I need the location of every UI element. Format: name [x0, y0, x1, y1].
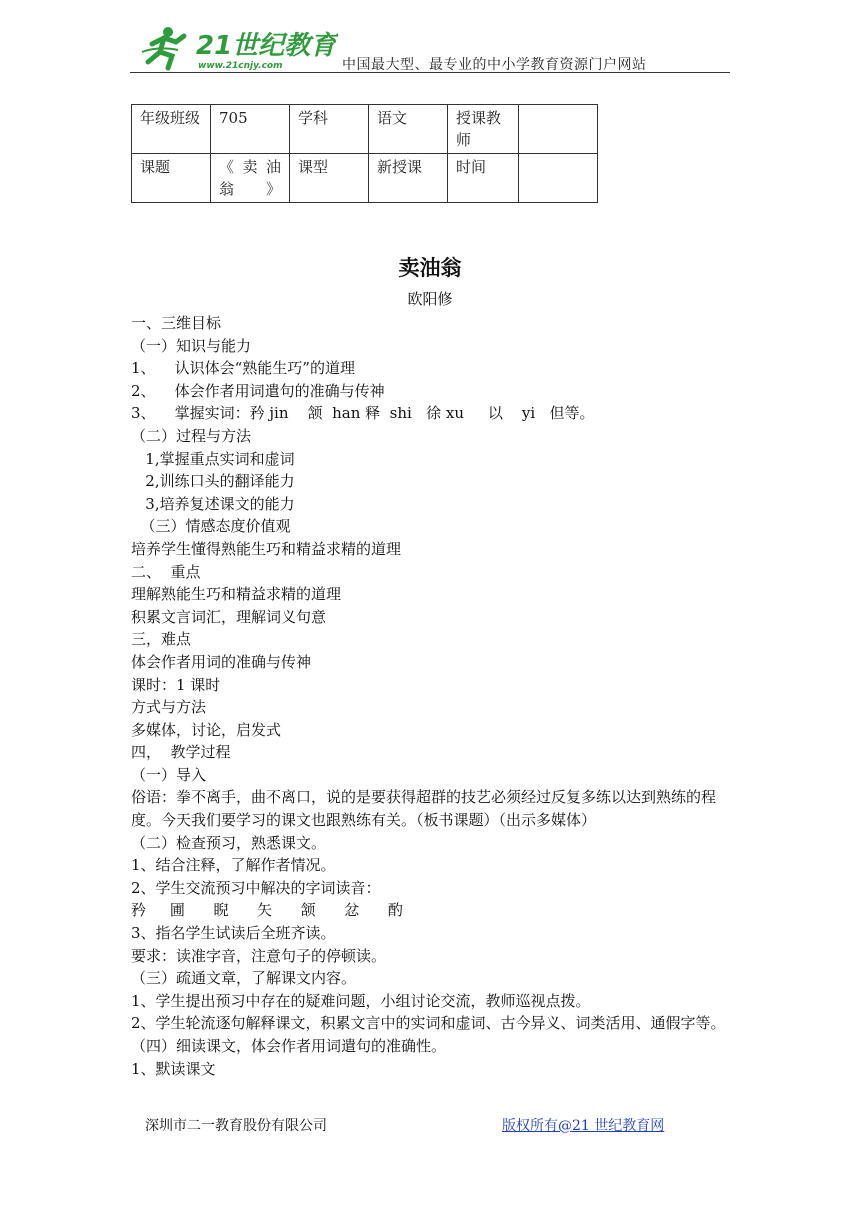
page-header: [130, 22, 730, 74]
list-item: 3,培养复述课文的能力: [131, 494, 295, 513]
list-item: 2、学生交流预习中解决的字词读音：: [131, 878, 381, 897]
list-item: 2、学生轮流逐句解释课文，积累文言中的实词和虚词、古今异义、词类活用、通假字等。: [131, 1014, 726, 1033]
table-row: [132, 105, 598, 154]
site-slogan: 中国最大型、最专业的中小学教育资源门户网站: [342, 57, 647, 73]
list-item: 3、指名学生试读后全班齐读。: [131, 924, 336, 943]
paragraph: 培养学生懂得熟能生巧和精益求精的道理: [131, 539, 402, 558]
site-logo[interactable]: [138, 22, 338, 72]
subject-value: 语文: [369, 105, 448, 154]
paragraph: 体会作者用词的准确与传神: [131, 652, 312, 671]
footer-copyright-link[interactable]: 版权所有@21 世纪教育网: [502, 1118, 665, 1134]
subsection-heading: （三）疏通文章，了解课文内容。: [131, 969, 357, 988]
paragraph: 理解熟能生巧和精益求精的道理: [131, 585, 342, 604]
list-item: 1,掌握重点实词和虚词: [131, 449, 295, 468]
paragraph: 积累文言词汇，理解词义句意: [131, 607, 327, 626]
section-heading: 三，难点: [131, 630, 192, 649]
type-value: 新授课: [369, 154, 448, 203]
vocabulary-line: 矜 圃 睨 矢 颔 忿 酌: [131, 901, 403, 920]
list-item: 1、 认识体会“熟能生巧”的道理: [131, 359, 355, 378]
section-heading: 二、 重点: [131, 562, 201, 581]
teacher-label: 授课教师: [448, 105, 519, 154]
time-value: [519, 154, 598, 203]
list-item: 2、 体会作者用词遣句的准确与传神: [131, 381, 385, 400]
svg-text:21世纪教育: 21世纪教育: [196, 31, 337, 61]
subject-label: 学科: [290, 105, 369, 154]
table-row: [132, 154, 598, 203]
grade-label: 年级班级: [132, 105, 211, 154]
subsection-heading: （一）知识与能力: [131, 336, 252, 355]
paragraph: 要求：读准字音，注意句子的停顿读。: [131, 946, 387, 965]
paragraph: 俗语：拳不离手，曲不离口，说的是要获得超群的技艺必须经过反复多练以达到熟练的程度。今天我们要学习的课文也跟熟练有关。（板书课题）（出示多媒体）: [131, 788, 717, 830]
document-title: 卖油翁: [398, 256, 462, 280]
topic-value: 《卖油翁》: [211, 154, 290, 203]
header-divider: [130, 72, 730, 73]
section-heading: 四， 教学过程: [131, 743, 231, 762]
list-item: 1、默读课文: [131, 1059, 216, 1078]
subsection-heading: （二）检查预习，熟悉课文。: [131, 833, 327, 852]
time-label: 时间: [448, 154, 519, 203]
lesson-plan-body: [131, 312, 741, 1080]
footer-company: 深圳市二一教育股份有限公司: [145, 1118, 327, 1134]
lesson-info-table: [131, 104, 598, 203]
subsection-heading: （四）细读课文，体会作者用词遣句的准确性。: [131, 1037, 447, 1055]
paragraph: 方式与方法: [131, 698, 207, 717]
runner-logo-icon: [138, 22, 338, 72]
grade-value: 705: [211, 105, 290, 154]
teacher-value: [519, 105, 598, 154]
document-author: 欧阳修: [407, 290, 453, 308]
list-item: 3、 掌握实词：矜 jin 颔 han 释 shi 徐 xu 以 yi 但等。: [131, 404, 595, 423]
paragraph: 课时：1 课时: [131, 675, 221, 694]
type-label: 课型: [290, 154, 369, 203]
subsection-heading: （二）过程与方法: [131, 426, 252, 445]
paragraph: 多媒体，讨论，启发式: [131, 720, 282, 739]
subsection-heading: （三）情感态度价值观: [131, 517, 291, 536]
list-item: 2,训练口头的翻译能力: [131, 472, 295, 491]
list-item: 1、结合注释，了解作者情况。: [131, 856, 336, 875]
section-heading: 一、三维目标: [131, 314, 222, 332]
svg-text:www.21cnjy.com: www.21cnjy.com: [198, 61, 283, 71]
subsection-heading: （一）导入: [131, 765, 207, 784]
topic-label: 课题: [132, 154, 211, 203]
list-item: 1、学生提出预习中存在的疑难问题，小组讨论交流，教师巡视点拨。: [131, 991, 591, 1010]
